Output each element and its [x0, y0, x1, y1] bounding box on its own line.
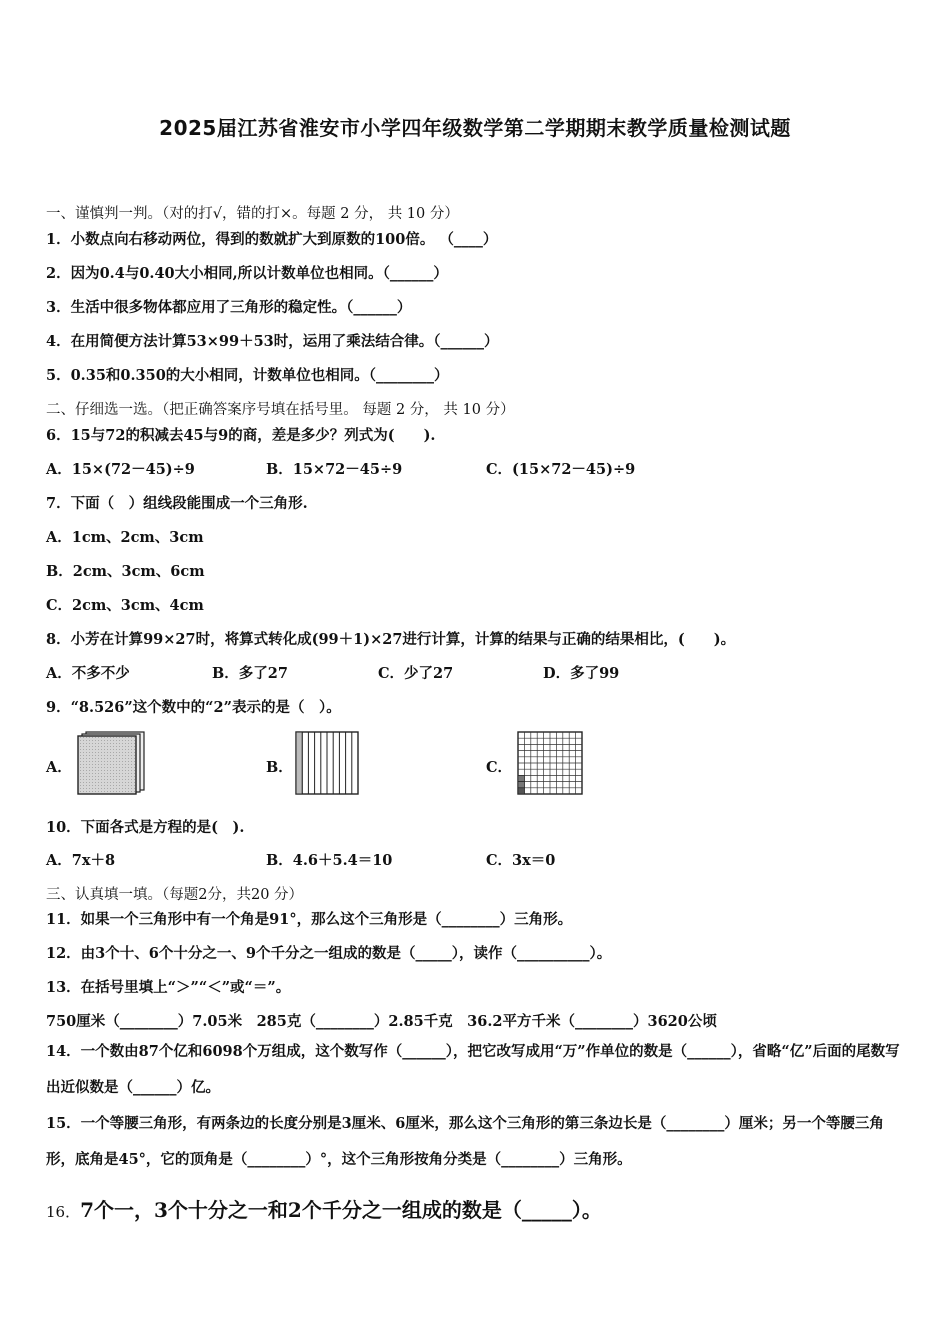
q10-option-b: B．4.6＋5.4＝10: [266, 852, 393, 869]
question-5: 5．0.35和0.350的大小相同，计数单位也相同。（________）: [46, 367, 449, 384]
q7-option-b: B．2cm、3cm、6cm: [46, 563, 205, 580]
q9-option-b: B．: [266, 759, 293, 776]
q6-option-a: A．15×(72－45)÷9: [46, 461, 195, 478]
question-16: [46, 1194, 602, 1223]
question-9: 9．“8.526”这个数中的“2”表示的是（ ）。: [46, 699, 341, 716]
q10-option-a: A．7x＋8: [46, 852, 116, 869]
question-10: 10．下面各式是方程的是( ).: [46, 819, 245, 836]
q7-option-a: A．1cm、2cm、3cm: [46, 529, 204, 546]
q6-option-b: B．15×72－45÷9: [266, 461, 403, 478]
q7-option-c: C．2cm、3cm、4cm: [46, 597, 204, 614]
q8-option-c: C．少了27: [378, 665, 454, 682]
q9-option-a: A．: [46, 759, 72, 776]
question-2: 2．因为0.4与0.40大小相同,所以计数单位也相同。（______）: [46, 265, 448, 282]
question-13-comparisons: 750厘米（________）7.05米 285克（________）2.85千克 36.2平方千米（________）3620公顷: [46, 1013, 717, 1030]
q10-option-c: C．3x＝0: [486, 852, 556, 869]
section2-header: 二、仔细选一选。（把正确答案序号填在括号里。 每题 2 分， 共 10 分）: [46, 402, 515, 418]
section1-header: 一、谨慎判一判。（对的打√，错的打×。每题 2 分， 共 10 分）: [46, 206, 459, 222]
question-7: 7．下面（ ）组线段能围成一个三角形.: [46, 495, 308, 512]
question-13: 13．在括号里填上“＞”“＜”或“＝”。: [46, 979, 291, 996]
q9-figure-hundredths-grid: [516, 730, 586, 796]
question-16-text: 7个一，3个十分之一和2个千分之一组成的数是（_____）。: [80, 1198, 602, 1222]
q8-option-a: A．不多不少: [46, 665, 130, 682]
page-title: 2025届江苏省淮安市小学四年级数学第二学期期末教学质量检测试题: [159, 116, 791, 140]
question-6: 6．15与72的积减去45与9的商，差是多少？列式为( ).: [46, 427, 436, 444]
section3-header: 三、认真填一填。（每题2分，共20 分）: [46, 887, 304, 903]
question-12: 12．由3个十、6个十分之一、9个千分之一组成的数是（_____），读作（__________）。: [46, 945, 612, 962]
question-3: 3．生活中很多物体都应用了三角形的稳定性。（______）: [46, 299, 412, 316]
question-15: 15．一个等腰三角形，有两条边的长度分别是3厘米、6厘米，那么这个三角形的第三条边长是（________）厘米；另一个等腰三角形，底角是45°，它的顶角是（________）°，这个三角形按角分类是（________）三角形。: [46, 1115, 884, 1168]
q9-option-c: C．: [486, 759, 513, 776]
q9-figure-tenths: [294, 730, 360, 796]
question-4: 4．在用简便方法计算53×99＋53时，运用了乘法结合律。（______）: [46, 333, 499, 350]
question-1: 1．小数点向右移动两位，得到的数就扩大到原数的100倍。 （____）: [46, 231, 498, 248]
q8-option-b: B．多了27: [212, 665, 288, 682]
q9-figure-whole-square: [76, 730, 148, 796]
q8-option-d: D．多了99: [543, 665, 620, 682]
question-14: 14．一个数由87个亿和6098个万组成，这个数写作（______），把它改写成用“万”作单位的数是（______），省略“亿”后面的尾数写出近似数是（______）亿。: [46, 1043, 900, 1096]
question-16-number: 16．: [46, 1203, 81, 1221]
question-11: 11．如果一个三角形中有一个角是91°，那么这个三角形是（________）三角形。: [46, 911, 573, 928]
question-8: 8．小芳在计算99×27时，将算式转化成(99＋1)×27进行计算，计算的结果与正确的结果相比，( )。: [46, 631, 736, 648]
q6-option-c: C．(15×72－45)÷9: [486, 461, 636, 478]
